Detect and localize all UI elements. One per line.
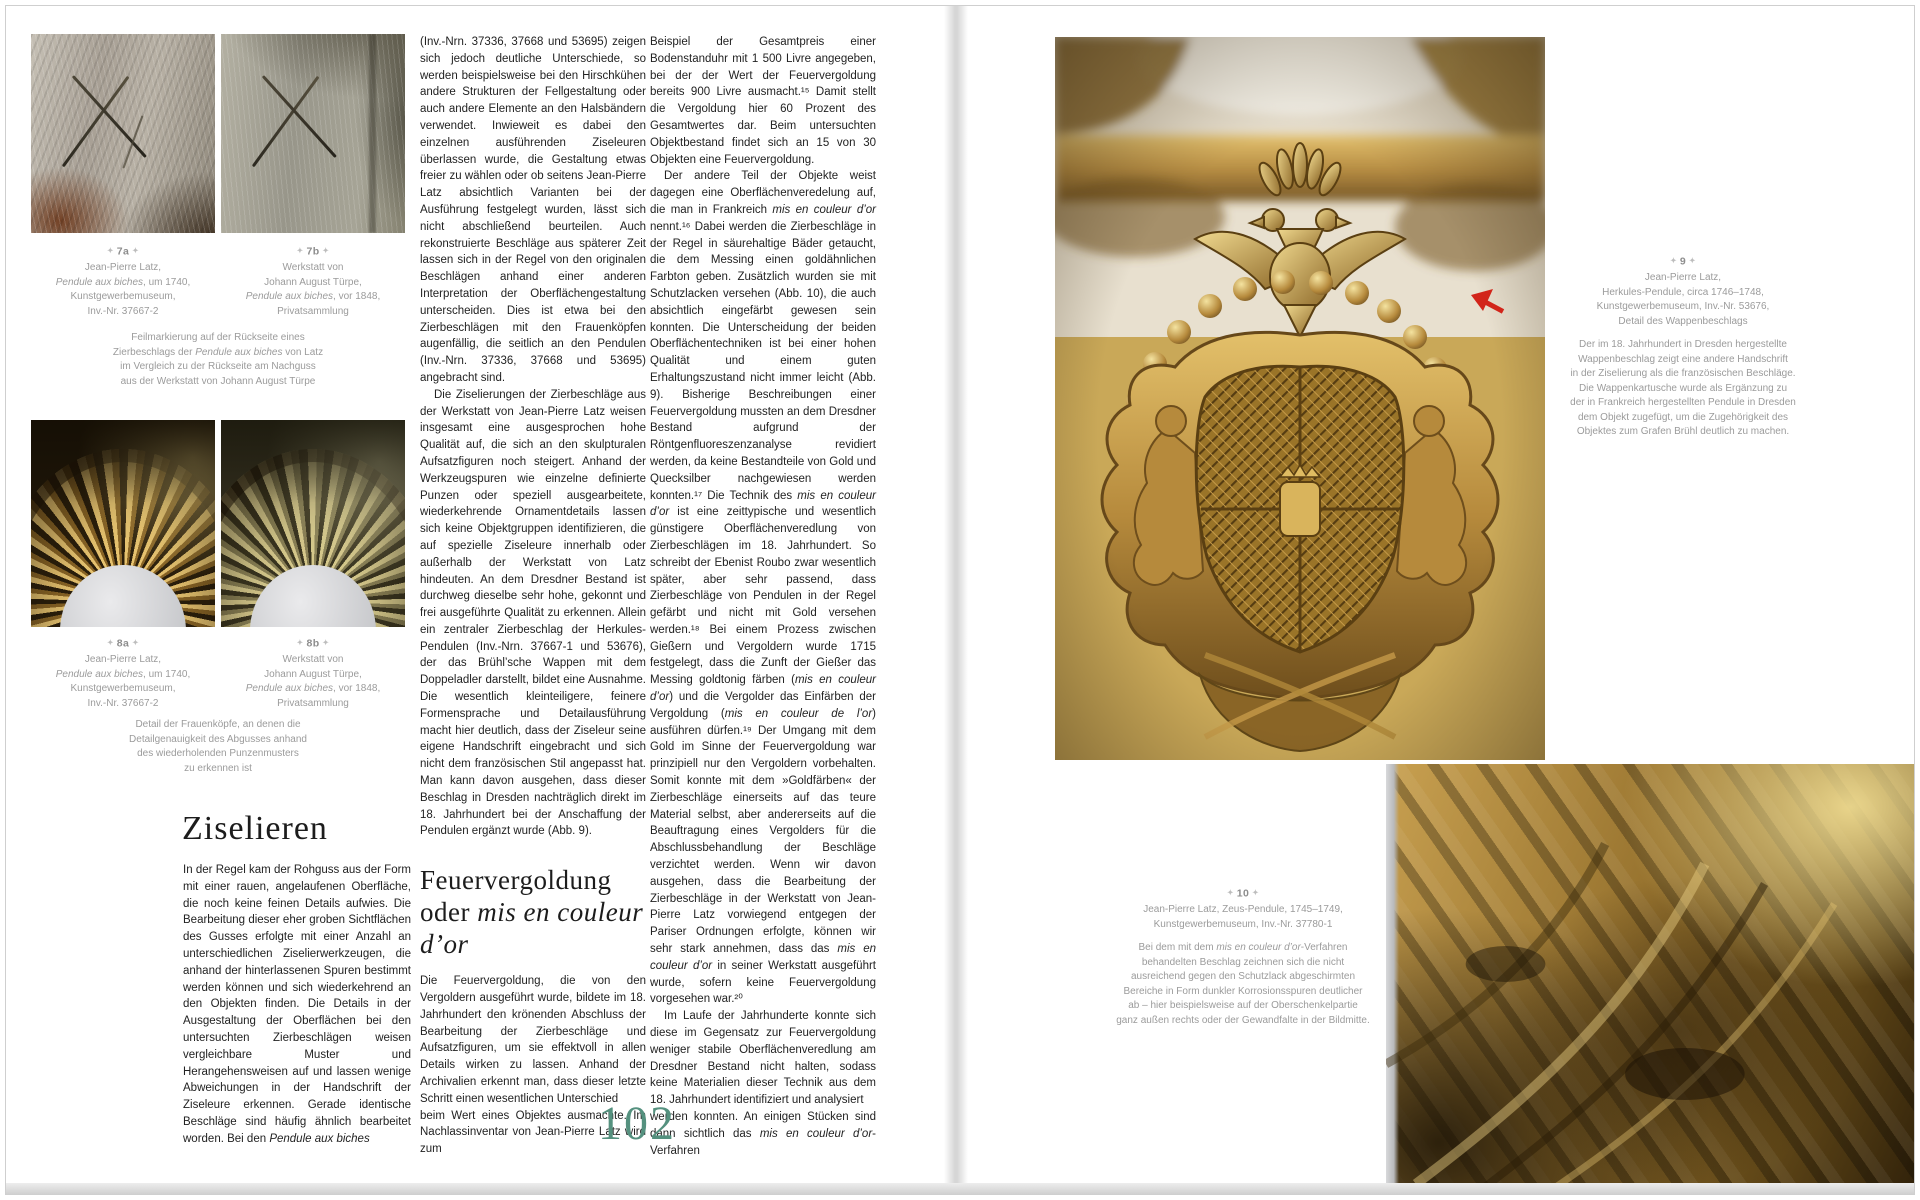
ornament-icon: ✦ xyxy=(107,638,114,647)
figure-8b-photo xyxy=(221,420,405,627)
ornament-icon: ✦ xyxy=(296,246,304,255)
file-mark xyxy=(251,76,319,168)
ornament-icon: ✦ xyxy=(1252,888,1259,897)
photo-shading xyxy=(221,420,405,627)
figure-8b-label: ✦ 8b ✦ xyxy=(221,636,405,651)
figure-10-label: ✦ 10 ✦ xyxy=(1098,886,1388,901)
photo-shading xyxy=(31,420,215,627)
figure-7b-credit: Werkstatt von Johann August Türpe, Pendule aux biches, vor 1848, Privatsammlung xyxy=(245,262,381,317)
ornament-icon: ✦ xyxy=(322,638,330,647)
paragraph: Im Laufe der Jahrhunderte konnte sich diese im Gegensatz zur Feuervergoldung weniger stabile Oberflächenveredlung am Dresdner Bestand nicht halten, sodass keine Materialien dieser Technik aus dem 18. Jahrhundert identifiziert und analysiert xyxy=(650,1010,876,1107)
figure-7b-caption xyxy=(221,244,405,319)
paragraph: Die Feuervergoldung, die von den Vergoldern ausgeführt wurde, bildete im 18. Jahrhundert den krönenden Abschluss der Bearbeitung der Zierbeschläge und Aufsatzfiguren, um sie effektvoll in allen Details wirken zu lassen. Anhand der Archivalien erkennt man, dass dieser letzte Schritt einen wesentlichen Unterschied xyxy=(420,975,646,1105)
ornament-icon: ✦ xyxy=(322,246,330,255)
figure-8a-caption xyxy=(31,636,215,711)
ornament-icon: ✦ xyxy=(107,246,114,255)
figure-9-photo xyxy=(1055,37,1545,760)
paragraph-wrapped: beim Wert eines Objektes ausmachte. Im Nachlassinventar von Jean-Pierre Latz wird zum xyxy=(420,1109,646,1156)
figure-7a-caption xyxy=(31,244,215,319)
left-page xyxy=(6,6,944,1194)
groove-mark xyxy=(369,34,376,233)
figure-9-description: Der im 18. Jahrhundert in Dresden hergestellte Wappenbeschlag zeigt eine andere Handschrift in der Ziselierung als die französischen Beschläge. Die Wappenkartusche wurde als Ergänzung zu der in Frankreich hergestellten Pendule in Dresden dem Objekt zugefügt, um die Zugehörigkeit des Objektes zum Grafen Brühl deutlich zu machen. xyxy=(1570,339,1796,437)
file-mark xyxy=(72,75,147,158)
file-mark xyxy=(61,76,129,168)
text-column-1 xyxy=(183,862,411,1148)
paragraph: Der andere Teil der Objekte weist dagegen eine Oberflächenveredelung auf, die man in Frankreich mis en couleur d’or nennt.¹⁶ Dabei werden die Zierbeschläge in der Regel in säurehaltige Bäder getaucht, die dem Messing einen goldähnlichen Farbton geben. Zusätzlich wurden sie mit Schutzlacken versehen (Abb. 10), die auch absichtlich eingefärbt gewesen sein konnten. Die Unterscheidung der beiden Oberflächentechniken ist bei einer hohen Qualität und einem guten Erhaltungszustand nicht immer leicht (Abb. 9). Bisherige Beschreibungen einer Feuervergoldung mussten an dem Dresdner Bestand aufgrund der Röntgenfluoreszenzanalyse revidiert werden, da keine Bestandteile von Gold und Quecksilber nachgewiesen werden konnten.¹⁷ Die Technik des mis en couleur d’or ist eine zeittypische und wesentlich günstigere Oberflächenveredlung von Zierbeschlägen im 18. Jahrhundert. So schreibt der Ebenist Roubo zwar wesentlich später, aber sehr passend, dass Zierbeschläge von Pendulen in der Regel gefärbt und nicht mit Gold versehen werden.¹⁸ Bei einem Prozess zwischen Gießern und Vergoldern wurde 1715 festgelegt, dass die Zunft der Gießer das Messing goldtonig färben (mis en couleur d’or) und die Vergolder das Einfärben der Vergoldung (mis en couleur de l’or) ausführen dürfen.¹⁹ Der Umgang mit dem Gold im Sinne der Feuervergoldung war prinzipiell nur den Vergoldern vorbehalten. Somit konnte mit dem »Goldfärben« der Zierbeschläge einerseits auf das teure Material selbst, aber andererseits auf die Beauftragung eines Vergolders für die Abschlussbehandlung der Beschläge verzichtet werden. Wenn wir davon ausgehen, dass die Bearbeitung der Zierbeschläge in der Werkstatt von Jean-Pierre Latz vorwiegend entgegen der Pariser Ordnungen erfolgte, können wir sehr stark annehmen, dass das mis en couleur d’or in seiner Werkstatt ausgeführt wurde, sofern keine Feuervergoldung vorgesehen war.²⁰ xyxy=(650,170,877,1006)
figure-7a-credit: Jean-Pierre Latz, Pendule aux biches, um 1740, Kunstgewerbemuseum, Inv.-Nr. 37667-2 xyxy=(55,262,191,317)
figure-8a-credit: Jean-Pierre Latz, Pendule aux biches, um 1740, Kunstgewerbemuseum, Inv.-Nr. 37667-2 xyxy=(55,654,191,709)
figure-7b-photo xyxy=(221,34,405,233)
figure-7b-label: ✦ 7b ✦ xyxy=(221,244,405,259)
page-number: 102 xyxy=(598,1097,676,1150)
drapery-folds xyxy=(1386,764,1914,1194)
paragraph: Beispiel der Gesamtpreis einer Bodenstanduhr mit 1 500 Livre angegeben, bei der der Wert der Feuervergoldung bereits 900 Livre ausmacht.¹⁵ Damit stellt die Vergoldung hier 60 Prozent des Gesamtwertes dar. Beim untersuchten Objektbestand findet sich an 15 von 30 Objekten eine Feuervergoldung. xyxy=(650,36,876,166)
paragraph: (Inv.-Nrn. 37336, 37668 und 53695) zeigen sich jedoch deutliche Unterschiede, so werden beispielsweise bei den Hirschkühen andere Strukturen der Fellgestaltung oder auch andere Elemente an den Halsbändern verwendet. Inwieweit es dabei den einzelnen ausführenden Ziseleuren überlassen wurde, die Gestaltung etwas freier zu wählen oder ob seitens Jean-Pierre Latz absichtlich Varianten bei der Ausführung festgelegt wurden, lässt sich nicht abschließend beurteilen. Auch rekonstruierte Beschläge aus späterer Zeit lassen sich in der Regel von den originalen Beschlägen anhand einer anderen Interpretation der Oberflächengestaltung unterscheiden. Dies ist etwa bei den Zierbeschlägen mit den Frauenköpfen augenfällig, die seitlich an den Pendulen (Inv.-Nrn. 37336, 37668 und 53695) angebracht sind. xyxy=(420,36,646,384)
file-mark xyxy=(262,75,337,158)
figure-9-caption xyxy=(1553,254,1813,440)
paragraph: In der Regel kam der Rohguss aus der Form mit einer rauen, angelaufenen Oberfläche, die noch keine feinen Details aufwies. Die Bearbeitung dieser eher groben Sichtflächen des Gusses erfolgte mit einer Anzahl an unterschiedlichen Ziselierwerkzeugen, die anhand der hinterlassenen Spuren bestimmt werden können und sich wiederkehrend an den Objekten finden. Die Details in der Ausgestaltung der Oberflächen bei den untersuchten Zierbeschlägen weisen vergleichbare Muster und Herangehensweisen auf und lassen wenige Abweichungen in der Handschrift der Ziseleure erkennen. Gerade identische Beschläge sind häufig ähnlich bearbeitet worden. Bei den Pendule aux biches xyxy=(183,864,411,1145)
ornament-icon: ✦ xyxy=(1689,256,1696,265)
ornament-icon: ✦ xyxy=(1670,256,1677,265)
figure-10-credit: Jean-Pierre Latz, Zeus-Pendule, 1745–1749, Kunstgewerbemuseum, Inv.-Nr. 37780-1 xyxy=(1143,904,1343,930)
figure-10-caption xyxy=(1098,886,1388,1028)
text-column-3 xyxy=(650,34,876,1159)
figure-8b-credit: Werkstatt von Johann August Türpe, Pendule aux biches, vor 1848, Privatsammlung xyxy=(245,654,381,709)
section-heading-feuervergoldung: Feuervergoldung oder mis en couleur d’or xyxy=(420,865,644,960)
figure-8a-photo xyxy=(31,420,215,627)
text-column-2 xyxy=(420,34,646,1158)
section-heading-ziselieren: Ziselieren xyxy=(182,810,328,847)
ornament-icon: ✦ xyxy=(1227,888,1234,897)
page-gutter xyxy=(944,6,968,1194)
ornament-icon: ✦ xyxy=(132,246,139,255)
right-page xyxy=(968,6,1914,1194)
ornament-icon: ✦ xyxy=(296,638,304,647)
figure-9-credit: Jean-Pierre Latz, Herkules-Pendule, circa 1746–1748, Kunstgewerbemuseum, Inv.-Nr. 53676, Detail des Wappenbeschlags xyxy=(1596,272,1770,327)
figure-10-description: Bei dem mit dem mis en couleur d’or-Verfahren behandelten Beschlag zeichnen sich die nicht ausreichend gegen den Schutzlack abgeschirmten Bereiche in Form dunkler Korrosionsspuren deutlicher ab – hier beispielsweise auf der Oberschenkelpartie ganz außen rechts oder der Gewandfalte in der Bildmitte. xyxy=(1116,942,1370,1026)
coat-of-arms-illustration xyxy=(1055,37,1545,760)
figure-7a-photo xyxy=(31,34,215,233)
figure-8a-label: ✦ 8a ✦ xyxy=(31,636,215,651)
ornament-icon: ✦ xyxy=(132,638,139,647)
figure-7a-label: ✦ 7a ✦ xyxy=(31,244,215,259)
figure-7-note: Feilmarkierung auf der Rückseite eines Zierbeschlags der Pendule aux biches von Latz im Vergleich zu der Rückseite am Nachguss aus der Werkstatt von Johann August Türpe xyxy=(112,332,324,387)
paragraph: Die Ziselierungen der Zierbeschläge aus der Werkstatt von Jean-Pierre Latz weisen insgesamt eine ausgesprochen hohe Qualität auf, die sich an den skulpturalen Aufsatzfiguren noch steigert. Anhand der Werkzeugspuren wie einzelne definierte Punzen oder speziell ausgearbeitete, wiederkehrende Ornamentdetails lassen sich keine Objektgruppen identifizieren, die auf spezielle Ziseleure innerhalb oder außerhalb der Werkstatt von Latz hindeuten. An dem Dresdner Bestand ist durchweg dieselbe sehr hohe, gekonnt und frei ausgeführte Qualität zu erkennen. Allein ein zentraler Zierbeschlag der Herkules-Pendulen (Inv.-Nrn. 37667-1 und 53676), der das Brühl’sche Wappen mit dem Doppeladler darstellt, bildet eine Ausnahme. Die wesentlich kleinteiligere, feinere Formensprache und Detailausführung macht hier deutlich, dass der Ziseleur seine eigene Handschrift eingebracht und sich nicht dem französischen Stil angepasst hat. Man kann davon ausgehen, dass dieser Beschlag in Dresden nachträglich direkt im 18. Jahrhundert bei der Anschaffung der Pendulen ergänzt wurde (Abb. 9). xyxy=(420,388,646,838)
file-mark xyxy=(123,115,144,168)
paragraph-wrapped: werden konnten. An einigen Stücken sind dann sichtlich das mis en couleur d’or-Verfahren xyxy=(650,1111,876,1157)
figure-10-photo xyxy=(1386,764,1914,1194)
page-bottom-edge xyxy=(6,1183,1914,1194)
figure-9-label: ✦ 9 ✦ xyxy=(1553,254,1813,269)
figure-8-note: Detail der Frauenköpfe, an denen die Detailgenauigkeit des Abgusses anhand des wiederholenden Punzenmusters zu erkennen ist xyxy=(129,719,307,774)
figure-8b-caption xyxy=(221,636,405,711)
